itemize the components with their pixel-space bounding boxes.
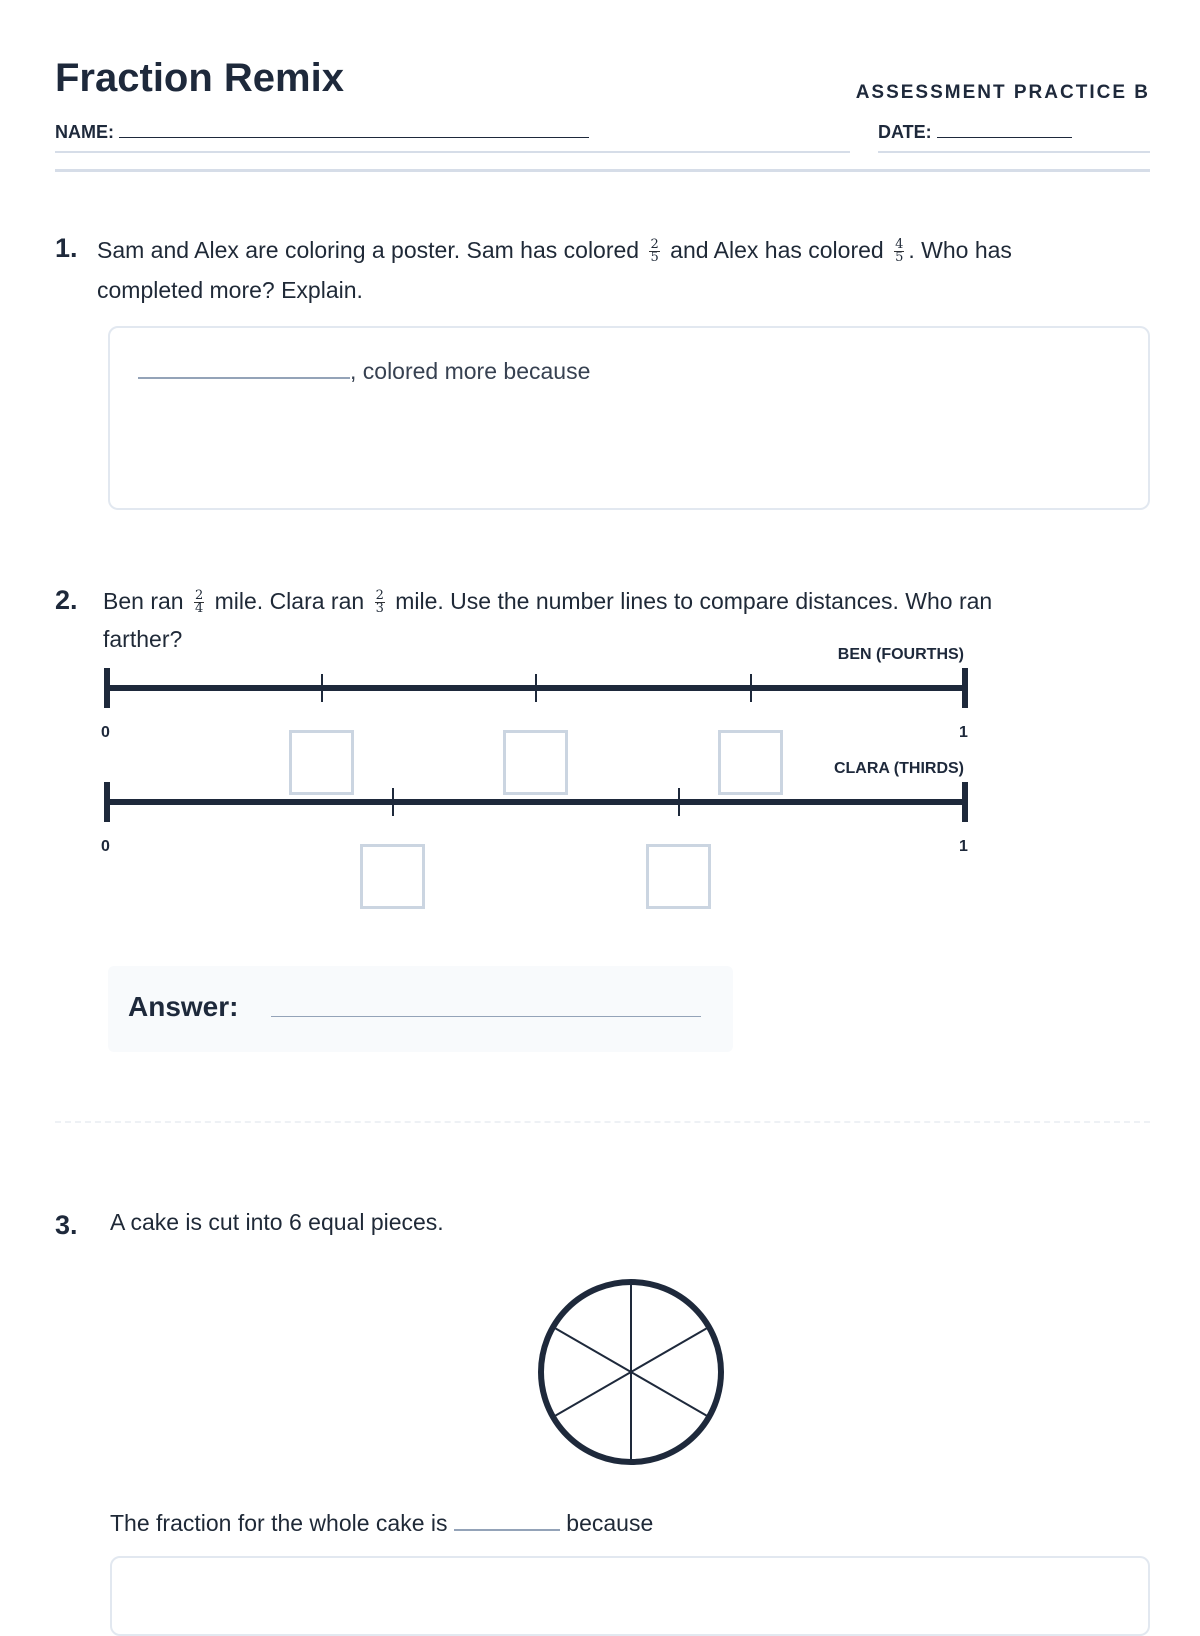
question-1-text [97, 230, 1157, 310]
date-blank[interactable] [937, 137, 1072, 138]
q3-prompt [110, 1503, 653, 1543]
cake-slice-line [631, 1372, 709, 1417]
cake-slice-line [553, 1327, 631, 1372]
fraction-2-3: $\frac{2}{3}$ [375, 588, 384, 617]
clara-one-label: 1 [959, 838, 968, 855]
header-divider [55, 169, 1150, 172]
ben-line-tick [321, 674, 323, 702]
ben-line-end-tick [962, 668, 968, 708]
answer-blank[interactable] [271, 1016, 701, 1017]
ben-label: BEN (FOURTHS) [837, 646, 964, 663]
q2-answer-area [108, 966, 733, 1052]
clara-line-axis [107, 799, 965, 805]
date-field[interactable] [878, 122, 1150, 153]
ben-line-tick [535, 674, 537, 702]
q1-answer-box[interactable] [108, 326, 1150, 510]
clara-line-end-tick [962, 782, 968, 822]
q2-text-b: mile. Clara ran [214, 588, 365, 614]
question-2-number: 2. [55, 585, 78, 615]
fraction-2-4: $\frac{2}{4}$ [194, 588, 204, 617]
question-3-text: A cake is cut into 6 equal pieces. [110, 1209, 444, 1235]
q3-prompt-a: The fraction for the whole cake is [110, 1510, 448, 1536]
ben-line-start-tick [104, 668, 110, 708]
ben-line-fraction-input-box[interactable] [503, 730, 568, 795]
clara-line-tick [392, 788, 394, 816]
q1-prompt: , colored more because [350, 358, 591, 384]
q1-name-blank[interactable] [138, 377, 350, 379]
clara-label: CLARA (THIRDS) [833, 760, 964, 777]
q3-answer-box[interactable] [110, 1556, 1150, 1636]
q3-fraction-blank[interactable] [454, 1529, 560, 1531]
question-3-number: 3. [55, 1210, 78, 1240]
name-label: NAME: [55, 122, 114, 142]
q2-text-a: Ben ran [103, 588, 184, 614]
clara-line-fraction-input-box[interactable] [646, 844, 711, 909]
q3-prompt-b: because [566, 1510, 654, 1536]
page-title: Fraction Remix [55, 56, 344, 100]
q2-text-d: farther? [103, 626, 183, 652]
ben-line-fraction-input-box[interactable] [289, 730, 354, 795]
name-blank[interactable] [119, 137, 589, 138]
cake-slice-line [631, 1327, 709, 1372]
clara-zero-label: 0 [101, 838, 110, 855]
answer-label: Answer: [128, 991, 239, 1022]
q2-text-c: mile. Use the number lines to compare distances. Who ran [395, 588, 993, 614]
q1-text-c: . Who has [908, 237, 1012, 263]
clara-line-tick [678, 788, 680, 816]
ben-zero-label: 0 [101, 724, 110, 741]
clara-line-start-tick [104, 782, 110, 822]
q1-text-a: Sam and Alex are coloring a poster. Sam has colored [97, 237, 640, 263]
cake-circle [531, 1272, 731, 1472]
ben-line-fraction-input-box[interactable] [718, 730, 783, 795]
question-1-number: 1. [55, 233, 78, 263]
cake-slice-line [553, 1372, 631, 1417]
clara-line-fraction-input-box[interactable] [360, 844, 425, 909]
ben-line-tick [750, 674, 752, 702]
q1-text-d: completed more? Explain. [97, 277, 363, 303]
fraction-2-5: $\frac{2}{5}$ [650, 237, 659, 266]
name-field[interactable] [55, 122, 850, 153]
page-subtitle: ASSESSMENT PRACTICE B [855, 82, 1150, 103]
fraction-4-5: $\frac{4}{5}$ [895, 237, 904, 266]
section-divider [55, 1121, 1150, 1123]
date-label: DATE: [878, 122, 932, 142]
ben-one-label: 1 [959, 724, 968, 741]
question-2-text [103, 582, 1163, 658]
q1-text-b: and Alex has colored [670, 237, 884, 263]
